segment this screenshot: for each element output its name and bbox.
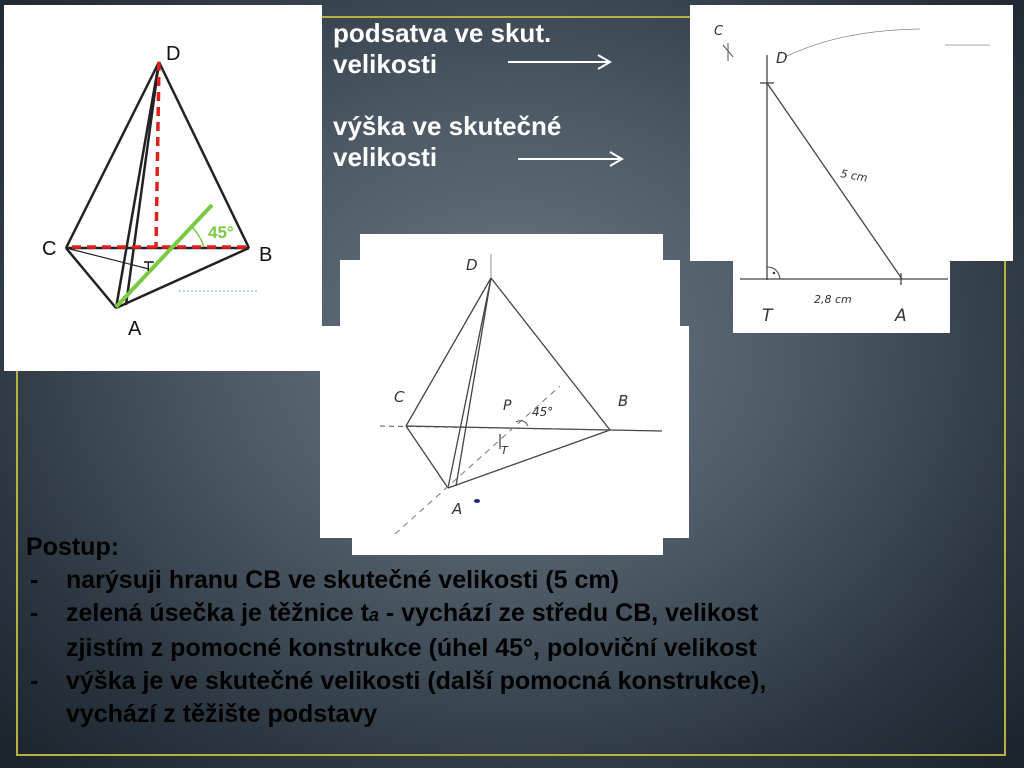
vertex-b-label: B bbox=[259, 244, 273, 266]
vertex-c-label: C bbox=[42, 238, 57, 260]
procedure-item-3-text: výška je ve skutečné velikosti (další pomocná konstrukce), bbox=[66, 667, 767, 695]
figure-right-panel bbox=[690, 5, 1013, 333]
sketch-pyramid bbox=[320, 234, 689, 555]
right-d-label: D bbox=[776, 49, 788, 67]
pyramid-diagram bbox=[4, 5, 322, 371]
label-base-line1: podsatva ve skut. bbox=[333, 18, 552, 48]
arrows-overlay bbox=[500, 50, 640, 180]
bullet-dash: - bbox=[30, 667, 39, 695]
right-c-label: C bbox=[714, 24, 724, 39]
right-triangle-sketch bbox=[690, 5, 1013, 333]
procedure-item-2 bbox=[26, 597, 1016, 665]
right-hyp-label: 5 cm bbox=[839, 167, 869, 185]
right-a-label: A bbox=[895, 306, 907, 326]
point-t-label: T bbox=[144, 258, 153, 274]
bullet-dash: - bbox=[30, 599, 39, 627]
bullet-dash: - bbox=[30, 566, 39, 594]
label-height-line2: velikosti bbox=[333, 142, 438, 172]
sketch-t-label: T bbox=[501, 444, 508, 457]
vertex-d-label: D bbox=[166, 43, 181, 65]
sketch-a-label: A bbox=[452, 500, 463, 518]
procedure-item-2-text: zelená úsečka je těžnice ta - vychází ze středu CB, velikost bbox=[66, 599, 759, 627]
sketch-angle-label: 45° bbox=[532, 405, 554, 419]
procedure-title: Postup: bbox=[26, 533, 120, 561]
sketch-c-label: C bbox=[394, 388, 405, 406]
procedure-item-1 bbox=[26, 564, 1016, 597]
sketch-p-label: P bbox=[503, 398, 512, 414]
procedure-item-3-line2: vychází z těžište podstavy bbox=[66, 700, 378, 728]
procedure-item-2-line2: zjistím z pomocné konstrukce (úhel 45°, poloviční velikost bbox=[66, 634, 757, 662]
figure-middle-panel bbox=[320, 234, 689, 555]
vertex-a-label: A bbox=[128, 318, 142, 340]
sketch-d-label: D bbox=[466, 256, 478, 274]
procedure-text bbox=[26, 531, 1016, 731]
label-height-line1: výška ve skutečné bbox=[333, 111, 562, 141]
right-t-label: T bbox=[762, 306, 773, 326]
label-base-line2: velikosti bbox=[333, 49, 438, 79]
right-base-label: 2,8 cm bbox=[814, 293, 852, 306]
procedure-item-3 bbox=[26, 665, 1016, 731]
procedure-item-1-text: narýsuji hranu CB ve skutečné velikosti (5 cm) bbox=[66, 566, 619, 594]
angle-label: 45° bbox=[208, 223, 234, 242]
sketch-b-label: B bbox=[618, 392, 629, 410]
figure-left-panel bbox=[4, 5, 322, 371]
